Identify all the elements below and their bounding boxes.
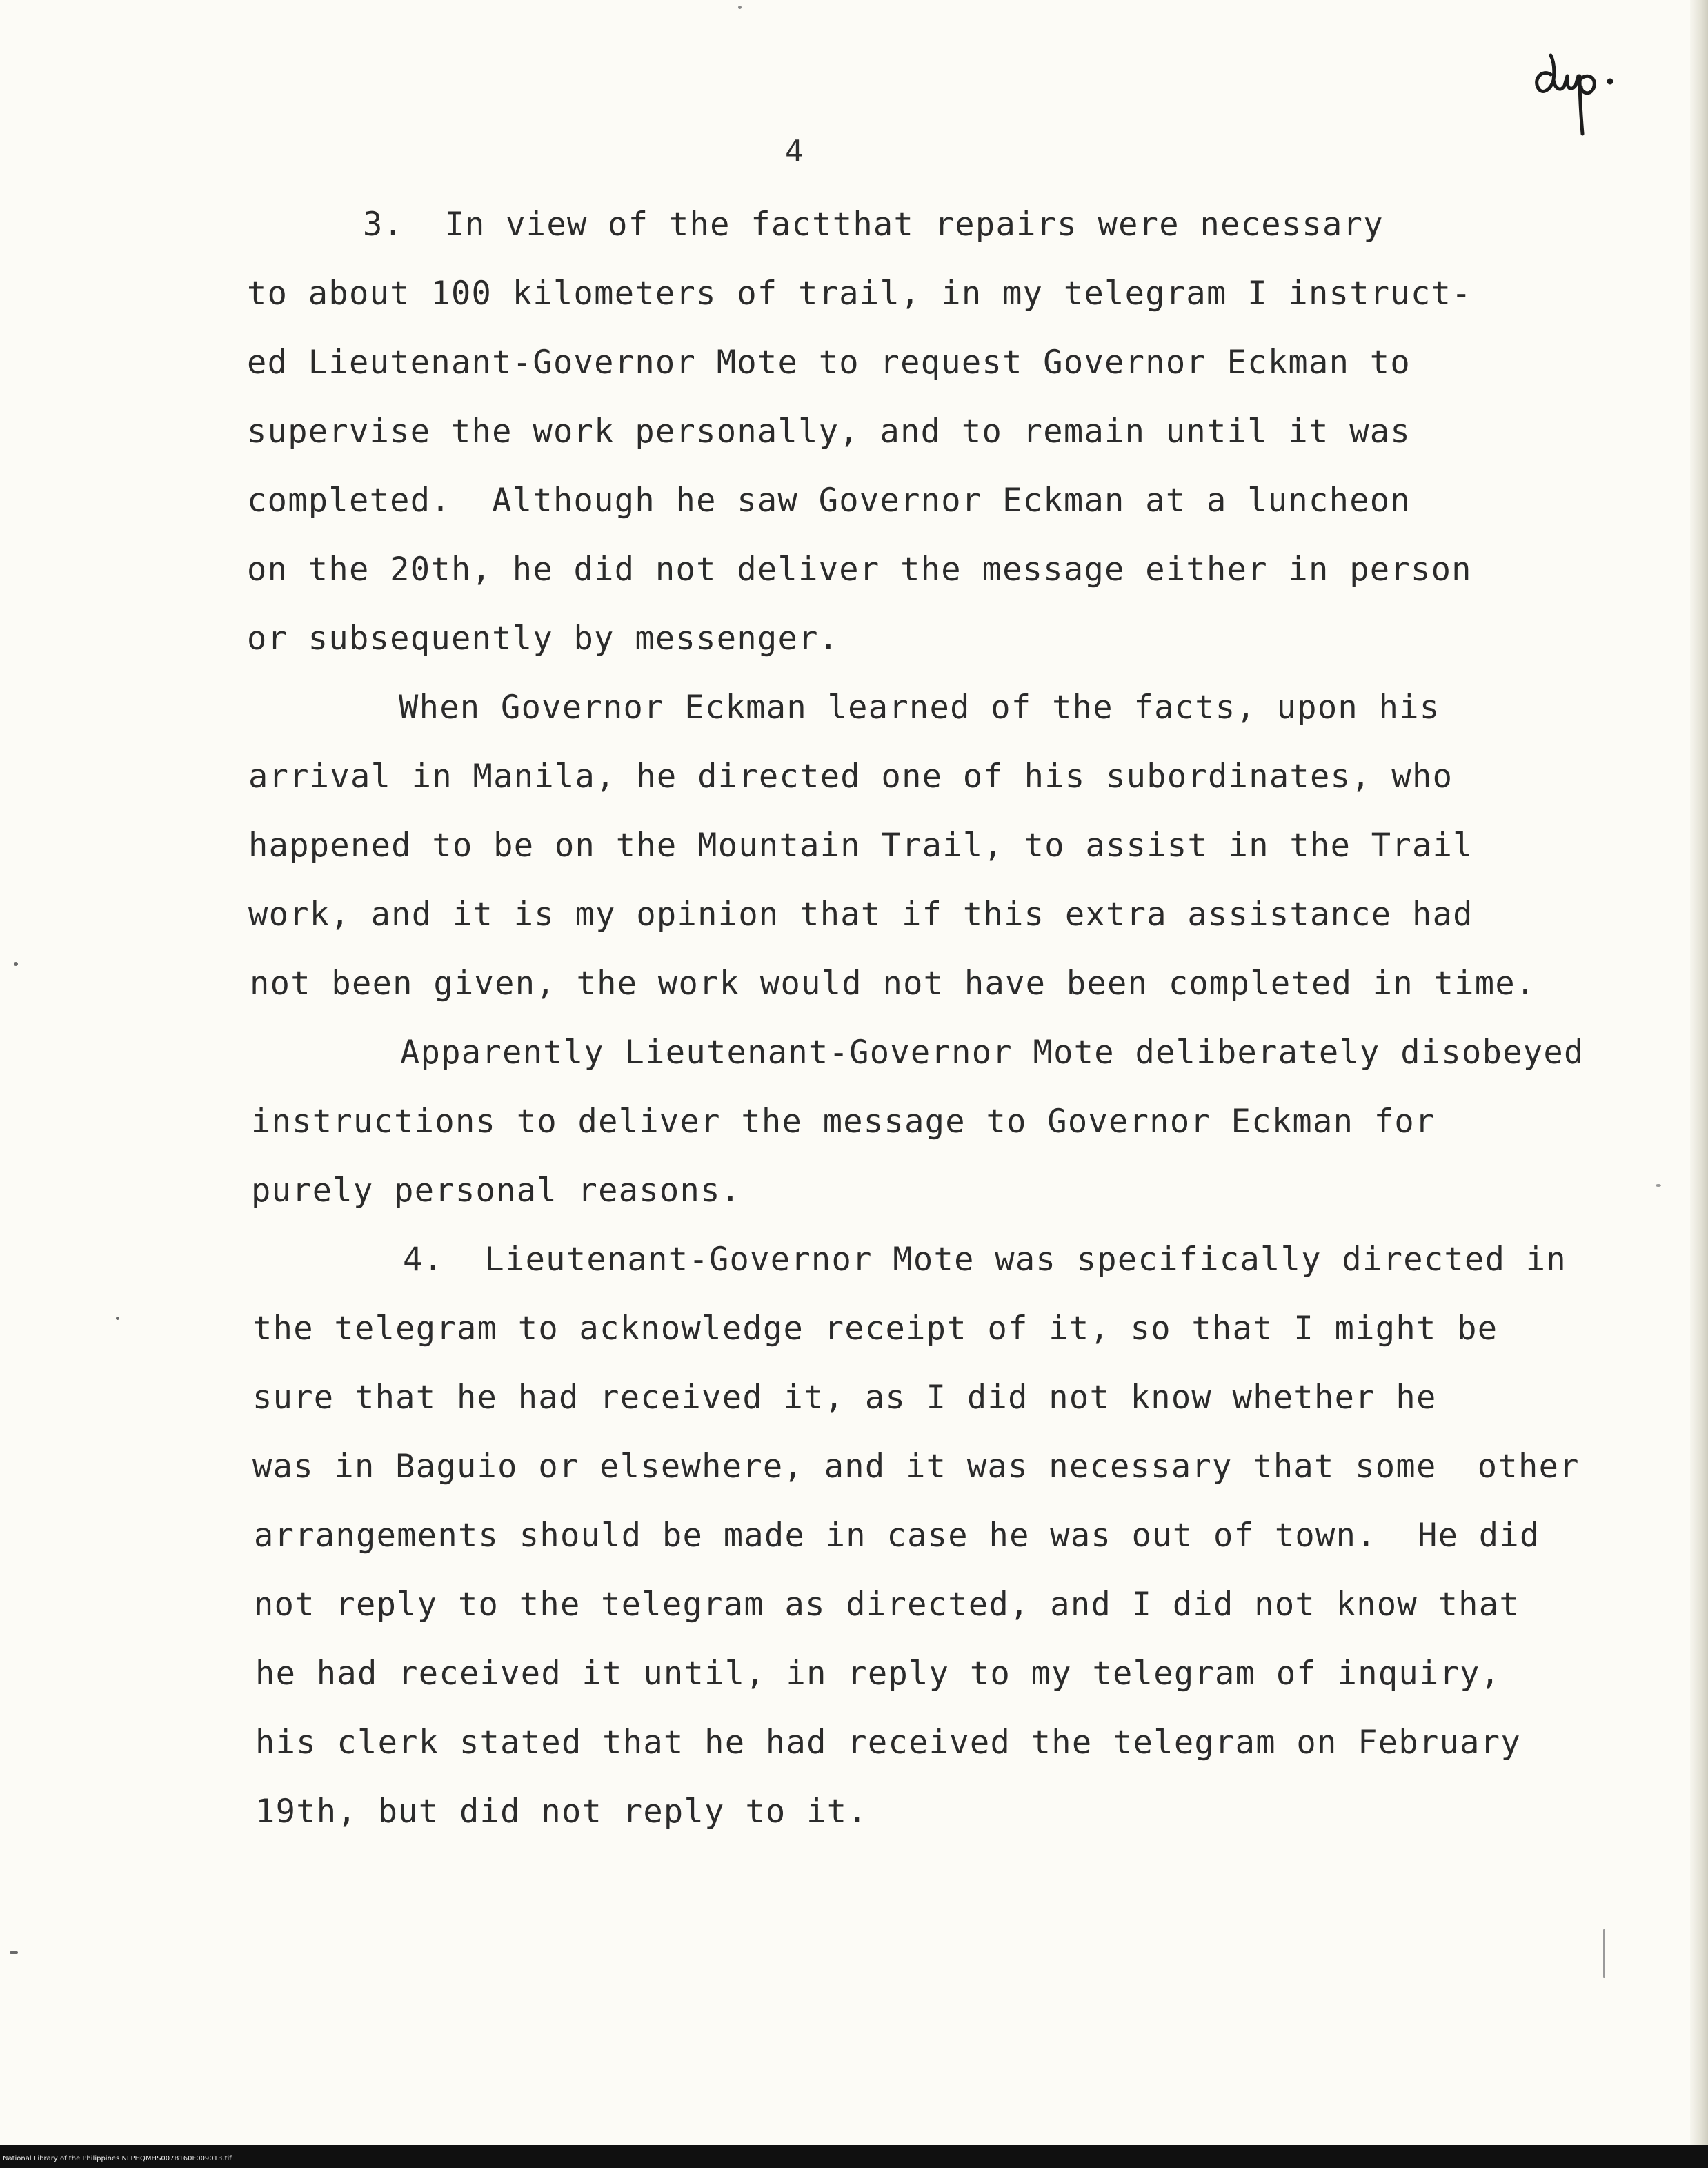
- scan-speck: [1603, 1929, 1605, 1978]
- body-line: or subsequently by messenger.: [247, 620, 840, 658]
- body-line: not been given, the work would not have been completed in time.: [250, 965, 1536, 1003]
- body-line: work, and it is my opinion that if this extra assistance had: [248, 896, 1473, 934]
- body-line: to about 100 kilometers of trail, in my telegram I instruct-: [247, 275, 1472, 313]
- body-line: not reply to the telegram as directed, and I did not know that: [254, 1586, 1520, 1624]
- body-line: 4. Lieutenant-Governor Mote was specifically directed in: [403, 1241, 1567, 1279]
- body-line: sure that he had received it, as I did not know whether he: [252, 1379, 1437, 1417]
- body-line: supervise the work personally, and to remain until it was: [247, 413, 1411, 451]
- page-edge-shadow: [1690, 0, 1708, 2168]
- body-line: the telegram to acknowledge receipt of it, so that I might be: [252, 1310, 1498, 1348]
- body-line: Apparently Lieutenant-Governor Mote deliberately disobeyed: [400, 1034, 1585, 1072]
- body-line: he had received it until, in reply to my telegram of inquiry,: [255, 1655, 1501, 1693]
- body-line: arrival in Manila, he directed one of his subordinates, who: [248, 758, 1453, 796]
- scan-speck: [738, 6, 742, 9]
- body-line: When Governor Eckman learned of the facts, upon his: [399, 689, 1440, 727]
- scan-speck: [116, 1317, 119, 1320]
- page-number: 4: [785, 134, 804, 169]
- body-line: ed Lieutenant-Governor Mote to request Governor Eckman to: [247, 344, 1411, 382]
- handwritten-annotation: [1530, 48, 1627, 145]
- body-line: purely personal reasons.: [251, 1172, 742, 1210]
- body-line: on the 20th, he did not deliver the message either in person: [247, 551, 1472, 589]
- scan-speck: [14, 962, 18, 966]
- body-line: 3. In view of the factthat repairs were necessary: [363, 206, 1384, 244]
- body-line: happened to be on the Mountain Trail, to assist in the Trail: [248, 827, 1473, 865]
- body-line: 19th, but did not reply to it.: [255, 1793, 868, 1831]
- footer-caption: National Library of the Philippines NLPHQMHS007B160F009013.tif: [3, 2155, 232, 2162]
- body-line: completed. Although he saw Governor Eckman at a luncheon: [247, 482, 1411, 520]
- scan-border: [0, 2145, 1708, 2168]
- body-line: was in Baguio or elsewhere, and it was necessary that some other: [252, 1448, 1580, 1486]
- body-line: instructions to deliver the message to Governor Eckman for: [251, 1103, 1436, 1141]
- scan-speck: [10, 1951, 18, 1954]
- body-line: arrangements should be made in case he was out of town. He did: [254, 1517, 1540, 1555]
- body-line: his clerk stated that he had received the telegram on February: [255, 1724, 1521, 1762]
- scan-speck: [1656, 1184, 1661, 1187]
